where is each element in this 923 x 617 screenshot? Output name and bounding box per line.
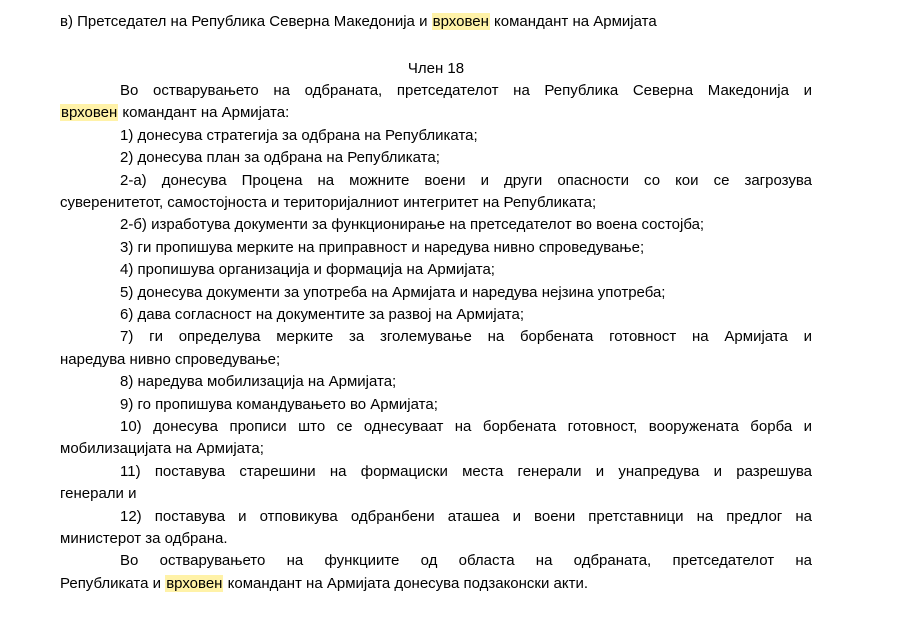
closing-line-1: Во остварувањето на функциите од областа на одбраната, претседателот на [120, 552, 812, 569]
list-item-2a-line-2: суверенитетот, самостојноста и територијалниот интегритет на Републиката; [60, 194, 597, 211]
list-item-4: 4) пропишува организација и формација на Армијата; [120, 261, 495, 278]
list-item-11-line-1: 11) поставува старешини на формациски места генерали и унапредува и разрешува [120, 463, 812, 480]
list-item-2a-line-1: 2-а) донесува Процена на можните воени и други опасности со кои се загрозува [120, 172, 812, 189]
list-item-5: 5) донесува документи за употреба на Армијата и наредува нејзина употреба; [120, 284, 666, 301]
list-item-6: 6) дава согласност на документите за развој на Армијата; [120, 306, 524, 323]
text-run: командант на Армијата [489, 13, 657, 30]
list-item-7-line-1: 7) ги определува мерките за зголемување на борбената готовност на Армијата и [120, 328, 812, 345]
list-item-3: 3) ги пропишува мерките на приправност и наредува нивно спроведување; [120, 239, 645, 256]
list-item-12-line-2: министерот за одбрана. [60, 530, 228, 547]
text-run: командант на Армијата: [118, 104, 290, 121]
list-item-8: 8) наредува мобилизација на Армијата; [120, 373, 397, 390]
list-item-2: 2) донесува план за одбрана на Републиката; [120, 149, 440, 166]
subsection-v-line [60, 11, 812, 33]
list-item-10-line-2: мобилизацијата на Армијата; [60, 440, 264, 457]
search-highlight: врховен [166, 575, 223, 592]
text-run: командант на Армијата донесува подзаконски акти. [223, 575, 589, 592]
list-item-12-line-1: 12) поставува и отповикува одбранбени аташеа и воени претставници на предлог на [120, 508, 812, 525]
list-item-1: 1) донесува стратегија за одбрана на Републиката; [120, 127, 478, 144]
list-item-2b: 2-б) изработува документи за функционирање на претседателот во воена состојба; [120, 216, 705, 233]
list-item-10-line-1: 10) донесува прописи што се однесуваат на борбената готовност, вооружената борба и [120, 418, 812, 435]
search-highlight: врховен [61, 104, 118, 121]
text-run: Републиката и [60, 575, 166, 592]
intro-line-1: Во остварувањето на одбраната, претседателот на Република Северна Македонија и [120, 82, 812, 99]
search-highlight: врховен [432, 13, 489, 30]
article-title: Член 18 [407, 60, 465, 77]
text-run: в) Претседател на Република Северна Македонија и [60, 13, 432, 30]
list-item-11-line-2: генерали и [60, 485, 137, 502]
closing-line-2 [60, 573, 812, 595]
intro-line-2 [60, 102, 812, 124]
list-item-9: 9) го пропишува командувањето во Армијата; [120, 396, 438, 413]
list-item-7-line-2: наредува нивно спроведување; [60, 351, 281, 368]
